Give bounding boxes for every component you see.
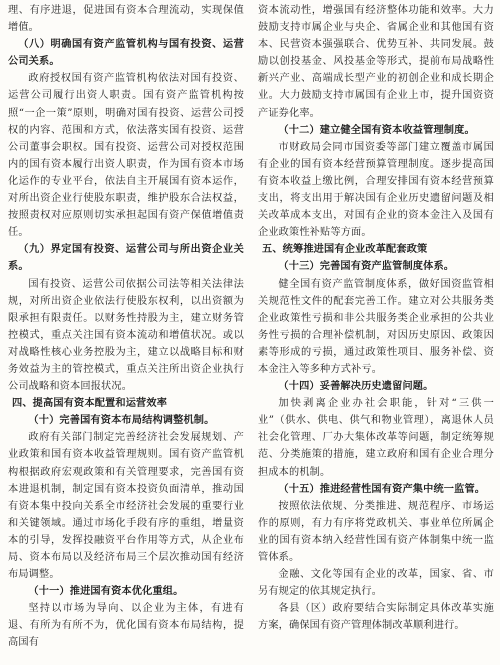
heading-section-14: （十四）妥善解决历史遗留问题。: [278, 381, 434, 393]
paragraph-section-15c: 各县（区）政府要结合实际制定具体改革实施方案，确保国有资产管理体制改革顺利进行。: [258, 603, 494, 632]
paragraph-section-12: 市财政局会同市国资委等部门建立覆盖市属国有企业的国有资本经营预算管理制度。逐步提高国有资本收益上缴比例，合理安排国有资本经营预算支出，将支出用于解决国有企业历史遗留问题及相关改革成本支出，对国有企业的资本金注入及国有企业政策性补贴等方面。: [258, 141, 494, 239]
paragraph-section-15b: 金融、文化等国有企业的改革，国家、省、市另有规定的依其规定执行。: [258, 569, 494, 598]
paragraph-section-13: 健全国有资产监管制度体系，做好国资监管相关规范性文件的配套完善工作。建立对公共服务类企业政策性亏损和非公共服务类企业承担的公共业务性亏损的合理补偿机制，对因历史原因、政策因素等形成的亏损，通过政策性项目、服务补偿、资本金注入等多种方式补亏。: [258, 278, 494, 375]
paragraph-continuation: 理、有序进退，促进国有资本合理流动，实现保值增值。: [8, 5, 244, 34]
paragraph-continuation-right: 资本流动性，增强国有经济整体功能和效率。大力鼓励支持市属企业与央企、省属企业和其他国有资本、民营资本强强联合、优势互补、共同发展。鼓励以创投基金、风投基金等形式，提前布局战略性新兴产业、高端成长型产业的初创企业和成长期企业。大力鼓励支持市属国有企业上市，提升国资资产证券化率。: [258, 5, 494, 119]
heading-section-15: （十五）推进经营性国有资产集中统一监管。: [278, 483, 486, 495]
heading-part-4: 四、提高国有资本配置和运营效率: [12, 398, 168, 410]
heading-section-8: （八）明确国有资产监管机构与国有投资、运营公司关系。: [8, 39, 244, 68]
paragraph-section-10: 政府有关部门制定完善经济社会发展规划、产业政策和国有资本收益管理规则。国有资产监管机构根据政府宏观政策和有关管理要求，完善国有资本进退机制，制定国有资本投资负面清单，推动国有资本集中投向关系全市经济社会发展的重要行业和关键领域。通过市场化手段有序的重组，增量资本的引导，发挥投融资平台作用等方式，从企业布局、资本布局以及经济布局三个层次推动国有经济布局调整。: [8, 432, 244, 581]
paragraph-section-9: 国有投资、运营公司依据公司法等相关法律法规，对所出资企业依法行使股东权利，以出资额为限承担有限责任。以财务性持股为主，建立财务管控模式，重点关注国有资本流动和增值状况。或以对战略性核心业务控股为主，建立以战略目标和财务效益为主的管控模式，重点关注所出资企业执行公司战略和资本回报状况。: [8, 278, 244, 393]
heading-section-10: （十）完善国有资本布局结构调整机制。: [28, 415, 215, 427]
right-column: [258, 2, 494, 665]
heading-section-12: （十二）建立健全国有资本收益管理制度。: [278, 124, 475, 136]
heading-section-11: （十一）推进国有资本优化重组。: [28, 586, 184, 598]
paragraph-section-11: 坚持以市场为导向、以企业为主体，有进有退、有所为有所不为，优化国有资本布局结构，提高国有: [8, 603, 244, 649]
left-column: [8, 2, 244, 665]
paragraph-section-8: 政府授权国有资产监管机构依法对国有投资、运营公司履行出资人职责。国有资产监管机构按照“一企一策”原则，明确对国有投资、运营公司授权的内容、范围和方式，依法落实国有投资、运营公司董事会职权。国有投资、运营公司对授权范围内的国有资本履行出资人职责，作为国有资本市场化运作的专业平台，依法自主开展国有资本运作，对所出资企业行使股东职责，维护股东合法权益，按照责权对应原则切实承担起国有资产保值增值责任。: [8, 73, 244, 239]
heading-section-13: （十三）完善国有资产监管制度体系。: [278, 261, 455, 273]
paragraph-section-15a: 按照依法依规、分类推进、规范程序、市场运作的原则，有力有序将党政机关、事业单位所属企业的国有资本纳入经营性国有资产体制集中统一监管体系。: [258, 500, 494, 563]
heading-part-5: 五、统筹推进国有企业改革配套政策: [262, 244, 428, 256]
heading-section-9: （九）界定国有投资、运营公司与所出资企业关系。: [8, 244, 244, 273]
paragraph-section-14: 加快剥离企业办社会职能，针对“三供一业”（供水、供电、供气和物业管理），离退休人员社会化管理、厂办大集体改革等问题，制定统筹规范、分类施策的措施，建立政府和国有企业合理分担成本的机制。: [258, 398, 494, 478]
